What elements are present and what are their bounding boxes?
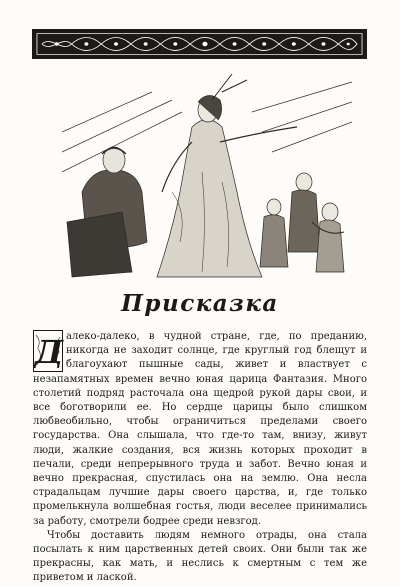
paragraph-2: Чтобы доставить людям немного отрады, она стала посылать к ним царственных детей своих. Они были так же прекрасны, как мать, и неслись к смертным с тем же приветом и лаской. bbox=[33, 529, 367, 584]
engraving-illustration bbox=[62, 72, 352, 280]
paragraph-1: алеко-далеко, в чудной стране, где, по преданию, никогда не заходит солнце, где круглый год блещут и благоухают пышные сады, живет и властвует с незапамятных времен вечно юная царица Фантазия. Много столетий подряд расточала она щедрой рукой дары свои, и все боготворили ее. Но сердце царицы было слишком любвеобильно, чтобы ограничиться пределами своего государства. Она слышала, что где-то там, внизу, живут люди, жалкие создания, вся жизнь которых проходит в печали, среди непрерывного труда и забот. Вечно юная и вечно прекрасная, спустилась она на землю. Она несла страдальцам лучшие дары своего царства, и, где только промелькнула волшебная гостья, люди веселее принимались за работу, смотрели бодрее среди невзгод. bbox=[33, 331, 367, 527]
drop-cap-letter: Д bbox=[34, 333, 64, 371]
ornamental-header-band bbox=[32, 29, 367, 59]
chapter-body-text bbox=[33, 330, 367, 586]
ornament-pattern bbox=[34, 31, 365, 57]
engraving-drawing bbox=[62, 72, 352, 280]
chapter-title: Присказка bbox=[121, 290, 279, 317]
drop-cap-spacer bbox=[33, 330, 66, 370]
